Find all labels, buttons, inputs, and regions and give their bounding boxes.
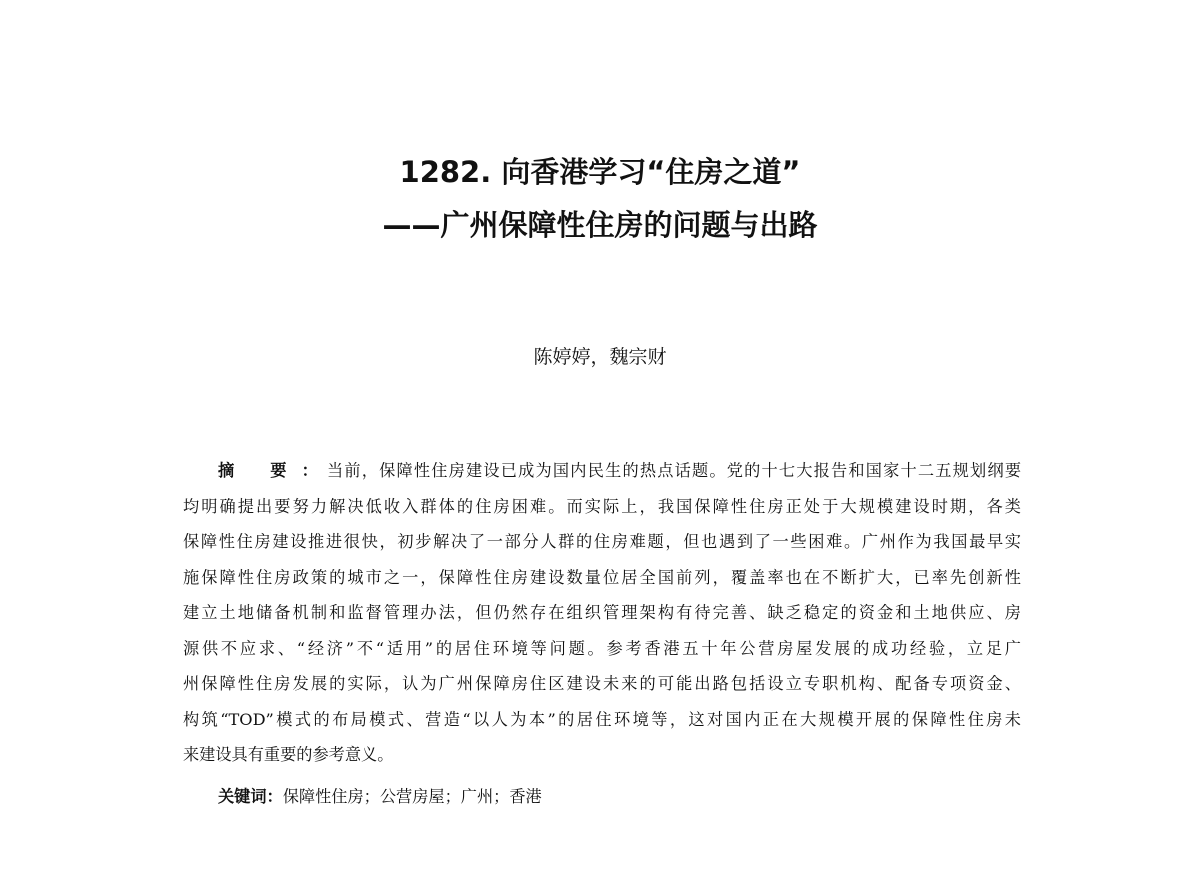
keywords bbox=[218, 779, 542, 814]
keywords-label: 关键词： bbox=[218, 787, 283, 806]
abstract-line: 保障性住房建设推进很快，初步解决了一部分人群的住房难题，但也遇到了一些困难。广州作为我国最早实 bbox=[183, 532, 1021, 551]
abstract-label: 摘 要： bbox=[218, 461, 333, 480]
abstract-line: 建立土地储备机制和监督管理办法，但仍然存在组织管理架构有待完善、缺乏稳定的资金和土地供应、房 bbox=[183, 603, 1021, 622]
authors: 陈婷婷，魏宗财 bbox=[533, 346, 667, 368]
abstract-line: 州保障性住房发展的实际，认为广州保障房住区建设未来的可能出路包括设立专职机构、配备专项资金、 bbox=[183, 674, 1021, 693]
keywords-text: 保障性住房；公营房屋；广州；香港 bbox=[282, 787, 542, 806]
abstract-line: 均明确提出要努力解决低收入群体的住房困难。而实际上，我国保障性住房正处于大规模建设时期，各类 bbox=[183, 496, 1021, 516]
title-line-2: ——广州保障性住房的问题与出路 bbox=[382, 208, 818, 242]
abstract-line bbox=[183, 453, 1021, 489]
abstract-text: 当前，保障性住房建设已成为国内民生的热点话题。党的十七大报告和国家十二五规划纲要 bbox=[326, 461, 1021, 480]
title-line-1: 1282. 向香港学习“住房之道” bbox=[399, 155, 801, 189]
abstract-line: 施保障性住房政策的城市之一，保障性住房建设数量位居全国前列，覆盖率也在不断扩大，已率先创新性 bbox=[183, 567, 1021, 587]
abstract-line: 构筑“TOD”模式的布局模式、营造“以人为本”的居住环境等，这对国内正在大规模开展的保障性住房未 bbox=[183, 709, 1021, 729]
abstract bbox=[183, 453, 1021, 773]
abstract-line: 来建设具有重要的参考意义。 bbox=[183, 745, 394, 764]
abstract-line: 源供不应求、“经济”不“适用”的居住环境等问题。参考香港五十年公营房屋发展的成功经验，立足广 bbox=[183, 638, 1021, 658]
